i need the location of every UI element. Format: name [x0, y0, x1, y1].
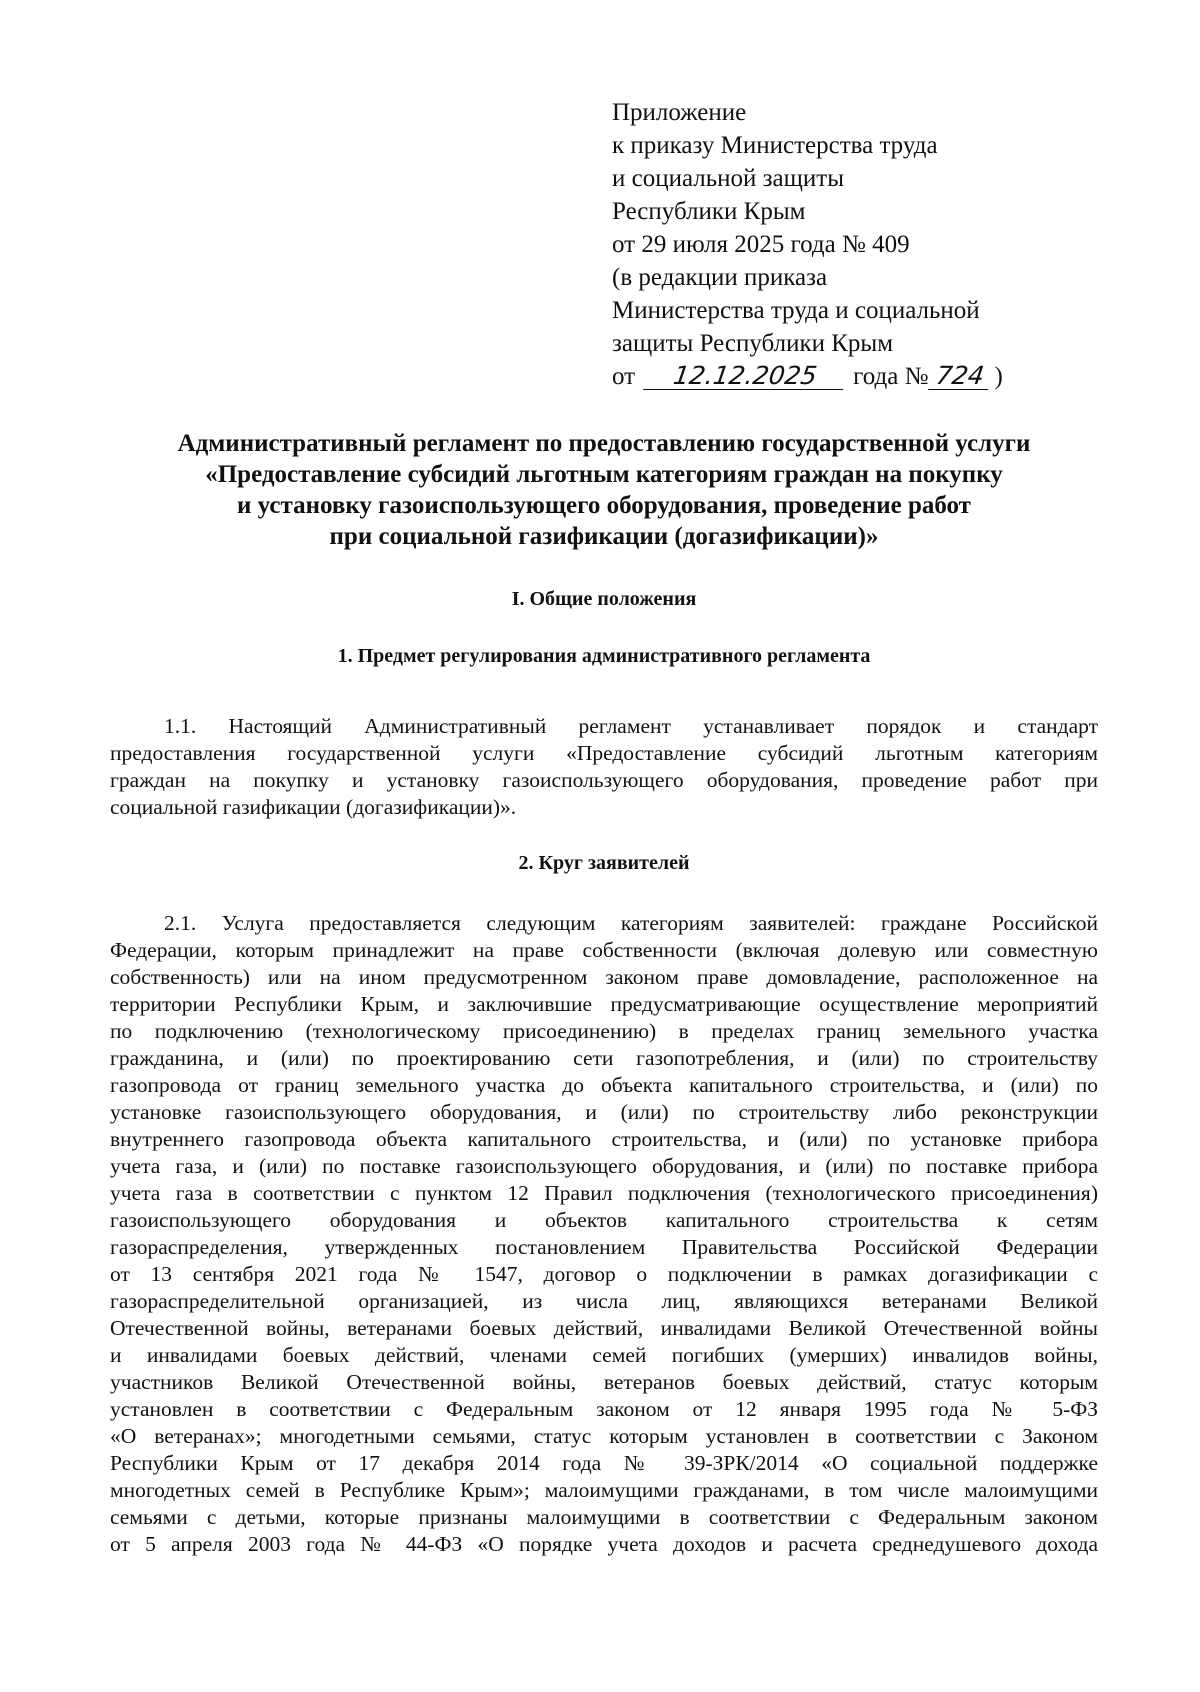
section-heading-applicants: 2. Круг заявителей	[518, 852, 690, 874]
paragraph-line: от 13 сентября 2021 года № 1547, договор о подключении в рамках догазификации с	[110, 1262, 1098, 1286]
paragraph-2-1	[110, 910, 1098, 1558]
appendix-line: и социальной защиты	[612, 165, 845, 192]
section-heading-general: I. Общие положения	[511, 588, 697, 610]
section-heading-subject: 1. Предмет регулирования административного регламента	[337, 645, 871, 667]
appendix-line: Республики Крым	[612, 198, 806, 225]
paragraph-line: территории Республики Крым, и заключившие предусматривающие осуществление мероприятий	[110, 992, 1098, 1016]
appendix-line: к приказу Министерства труда	[612, 132, 938, 159]
title-line: и установку газоиспользующего оборудования, проведение работ	[237, 492, 971, 519]
paragraph-line: от 5 апреля 2003 года № 44-ФЗ «О порядке учета доходов и расчета среднедушевого дохода	[110, 1532, 1098, 1556]
paragraph-line: многодетных семей в Республике Крым»; малоимущими гражданами, в том числе малоимущими	[110, 1478, 1098, 1502]
paragraph-line: собственность) или на ином предусмотренном законом праве домовладение, расположенное на	[110, 965, 1098, 989]
paragraph-line: Отечественной войны, ветеранами боевых действий, инвалидами Великой Отечественной войны	[110, 1316, 1098, 1340]
paragraph-line: 2.1. Услуга предоставляется следующим категориям заявителей: граждане Российской	[164, 911, 1098, 935]
document-title	[124, 428, 1084, 552]
paragraph-line: учета газа, и (или) по поставке газоиспользующего оборудования, и (или) по поставке прибора	[110, 1154, 1098, 1178]
appendix-line: (в редакции приказа	[612, 264, 828, 291]
paragraph-line: газораспределительной организацией, из числа лиц, являющихся ветеранами Великой	[110, 1289, 1098, 1313]
paragraph-1-1	[110, 713, 1098, 821]
paragraph-line: установлен в соответствии с Федеральным законом от 12 января 1995 года № 5-ФЗ	[110, 1397, 1098, 1421]
paragraph-line: предоставления государственной услуги «Предоставление субсидий льготным категориям	[110, 741, 1098, 765]
paragraph-line: газораспределения, утвержденных постановлением Правительства Российской Федерации	[110, 1235, 1098, 1259]
appendix-block	[612, 96, 1092, 393]
paragraph-line: гражданина, и (или) по проектированию сети газопотребления, и (или) по строительству	[110, 1046, 1098, 1070]
handwritten-date: 12.12.2025	[643, 363, 847, 390]
paragraph-line: Федерации, которым принадлежит на праве собственности (включая долевую или совместную	[110, 938, 1098, 962]
appendix-line: от 29 июля 2025 года № 409	[612, 231, 910, 258]
amendment-signature-line	[612, 360, 1092, 393]
paragraph-line: Республики Крым от 17 декабря 2014 года № 39-ЗРК/2014 «О социальной поддержке	[110, 1451, 1098, 1475]
paragraph-line: учета газа в соответствии с пунктом 12 Правил подключения (технологического присоединения)	[110, 1181, 1098, 1205]
title-line: при социальной газификации (догазификации)»	[329, 523, 879, 550]
paragraph-line: семьями с детьми, которые признаны малоимущими в соответствии с Федеральным законом	[110, 1505, 1098, 1529]
paragraph-line: граждан на покупку и установку газоиспользующего оборудования, проведение работ при	[110, 768, 1098, 792]
sig-middle: года №	[853, 363, 929, 390]
paragraph-line: по подключению (технологическому присоединению) в пределах границ земельного участка	[110, 1019, 1098, 1043]
paragraph-line: внутреннего газопровода объекта капитального строительства, и (или) по установке прибора	[110, 1127, 1098, 1151]
paragraph-line: установке газоиспользующего оборудования, и (или) по строительству либо реконструкции	[110, 1100, 1098, 1124]
paragraph-line: 1.1. Настоящий Административный регламент устанавливает порядок и стандарт	[164, 714, 1098, 738]
paragraph-line: газопровода от границ земельного участка до объекта капитального строительства, и (или) по	[110, 1073, 1098, 1097]
paragraph-line: участников Великой Отечественной войны, ветеранов боевых действий, статус которым	[110, 1370, 1098, 1394]
paragraph-line: и инвалидами боевых действий, членами семей погибших (умерших) инвалидов войны,	[110, 1343, 1098, 1367]
title-line: «Предоставление субсидий льготным категориям граждан на покупку	[205, 461, 1003, 488]
title-line: Административный регламент по предоставлению государственной услуги	[177, 430, 1031, 457]
sig-suffix: )	[994, 363, 1003, 390]
appendix-line: защиты Республики Крым	[612, 330, 894, 357]
handwritten-number: 724	[929, 363, 993, 390]
paragraph-line: «О ветеранах»; многодетными семьями, статус которым установлен в соответствии с Законом	[110, 1424, 1098, 1448]
appendix-line: Министерства труда и социальной	[612, 297, 980, 324]
sig-prefix: от	[612, 363, 636, 390]
paragraph-line: социальной газификации (догазификации)».	[110, 795, 517, 819]
appendix-line: Приложение	[612, 99, 747, 126]
paragraph-line: газоиспользующего оборудования и объектов капитального строительства к сетям	[110, 1208, 1098, 1232]
